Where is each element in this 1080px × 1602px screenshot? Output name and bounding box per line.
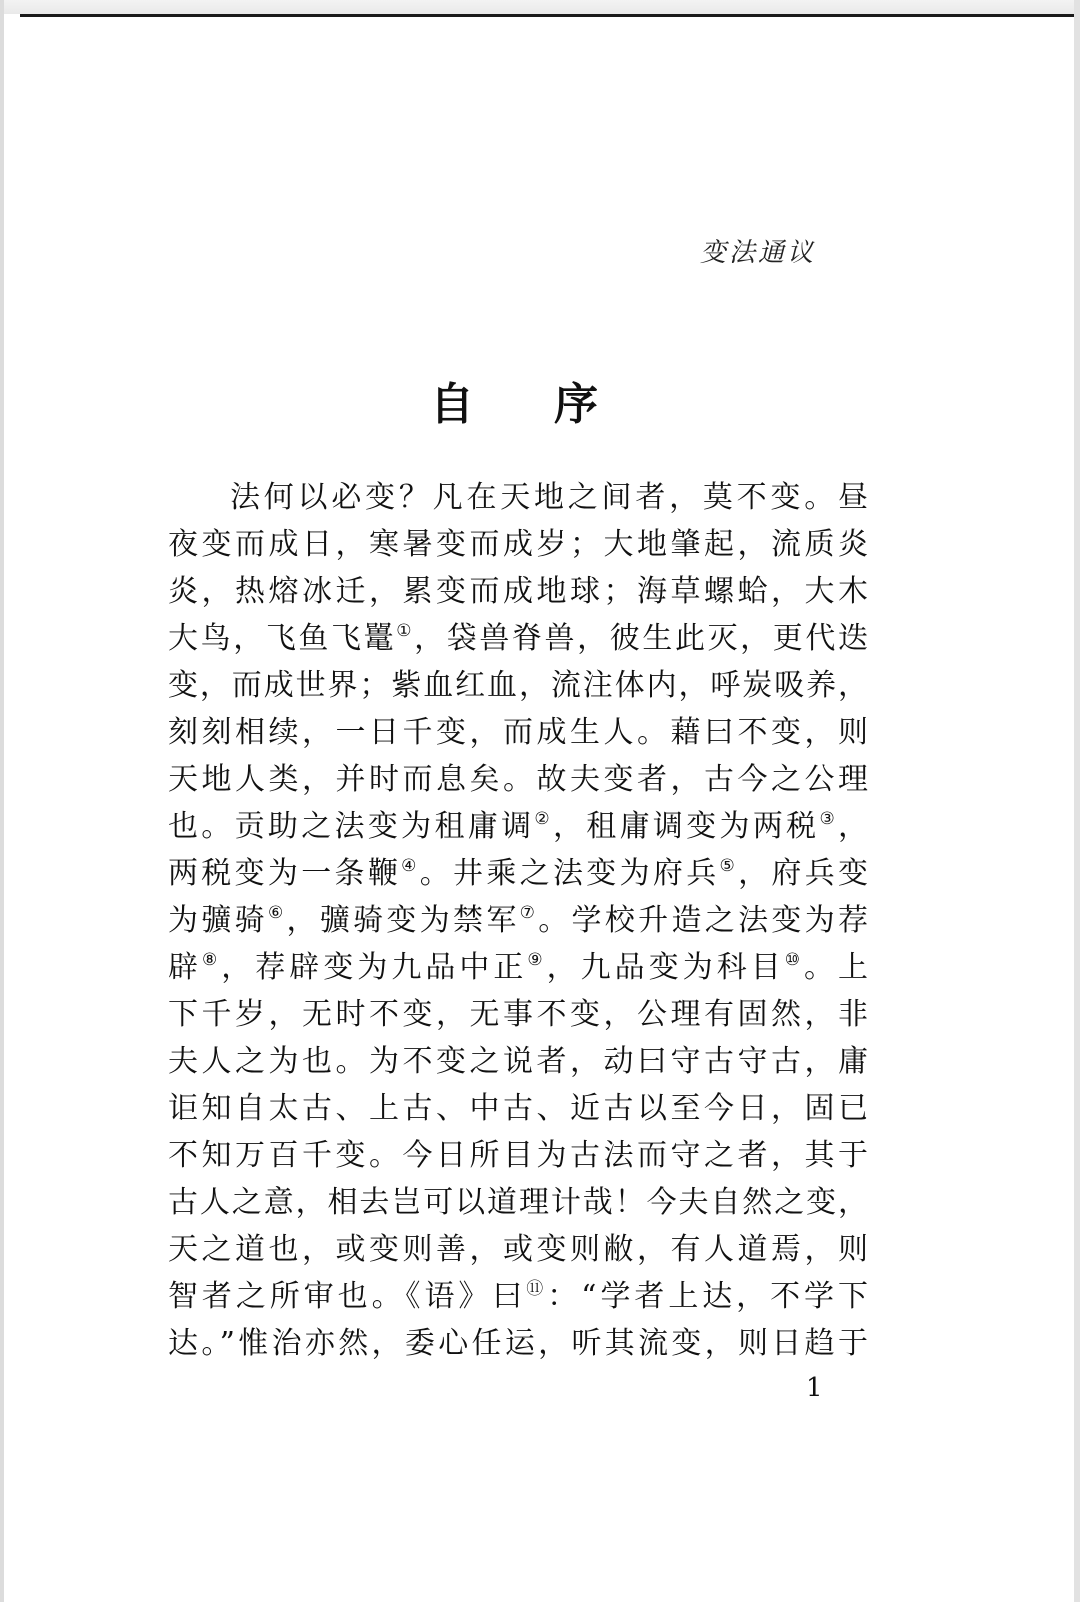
right-page-edge [1074, 0, 1080, 1602]
footnote-marker[interactable]: ⑧ [202, 950, 222, 970]
text-line: 大鸟，飞鱼飞鼍①，袋兽脊兽，彼生此灭，更代迭 [168, 621, 869, 656]
footnote-marker[interactable]: ⑥ [267, 903, 287, 923]
text-line: 变，而成世界；紫血红血，流注体内，呼炭吸养， [168, 668, 868, 703]
text-line: 法何以必变？凡在天地之间者，莫不变。昼 [230, 480, 868, 515]
text-line: 也。贡助之法变为租庸调②，租庸调变为两税③， [168, 809, 869, 844]
footnote-marker[interactable]: ⑪ [526, 1279, 548, 1299]
text-line: 天之道也，或变则善，或变则敝，有人道焉，则 [168, 1232, 868, 1267]
text-line: 夜变而成日，寒暑变而成岁；大地肇起，流质炎 [168, 527, 868, 562]
footnote-marker[interactable]: ⑦ [519, 903, 539, 923]
body-text [168, 474, 868, 1367]
text-line: 不知万百千变。今日所目为古法而守之者，其于 [168, 1138, 868, 1173]
footnote-marker[interactable]: ③ [819, 809, 839, 829]
footnote-marker[interactable]: ⑨ [527, 950, 547, 970]
running-head: 变法通议 [700, 238, 817, 268]
text-line: 达。”惟治亦然，委心任运，听其流变，则日趋于 [168, 1326, 868, 1361]
text-line: 辟⑧，荐辟变为九品中正⑨，九品变为科目⑩。上 [168, 950, 869, 985]
text-line: 下千岁，无时不变，无事不变，公理有固然，非 [168, 997, 868, 1032]
footnote-marker[interactable]: ② [534, 809, 553, 829]
text-line: 古人之意，相去岂可以道理计哉！今夫自然之变， [168, 1185, 868, 1220]
left-page-edge [0, 0, 4, 1602]
text-line: 智者之所审也。《语》曰⑪：“学者上达，不学下 [168, 1279, 868, 1314]
footnote-marker[interactable]: ⑤ [719, 856, 739, 876]
text-line: 讵知自太古、上古、中古、近古以至今日，固已 [168, 1091, 868, 1126]
footnote-marker[interactable]: ⑩ [784, 950, 805, 970]
top-rule-line [20, 14, 1080, 17]
text-line: 为彍骑⑥，彍骑变为禁军⑦。学校升造之法变为荐 [168, 903, 869, 938]
text-line: 炎，热熔冰迁，累变而成地球；海草螺蛤，大木 [168, 574, 868, 609]
page-number: 1 [806, 1373, 823, 1403]
text-line: 天地人类，并时而息矣。故夫变者，古今之公理 [168, 762, 868, 797]
top-edge-shadow [0, 0, 1080, 14]
text-line: 两税变为一条鞭④。井乘之法变为府兵⑤，府兵变 [168, 856, 869, 891]
chapter-title: 自序 [430, 379, 678, 430]
footnote-marker[interactable]: ① [396, 621, 415, 641]
footnote-marker[interactable]: ④ [401, 856, 420, 876]
text-line: 夫人之为也。为不变之说者，动曰守古守古，庸 [168, 1044, 868, 1079]
text-line: 刻刻相续，一日千变，而成生人。藉曰不变，则 [168, 715, 868, 750]
